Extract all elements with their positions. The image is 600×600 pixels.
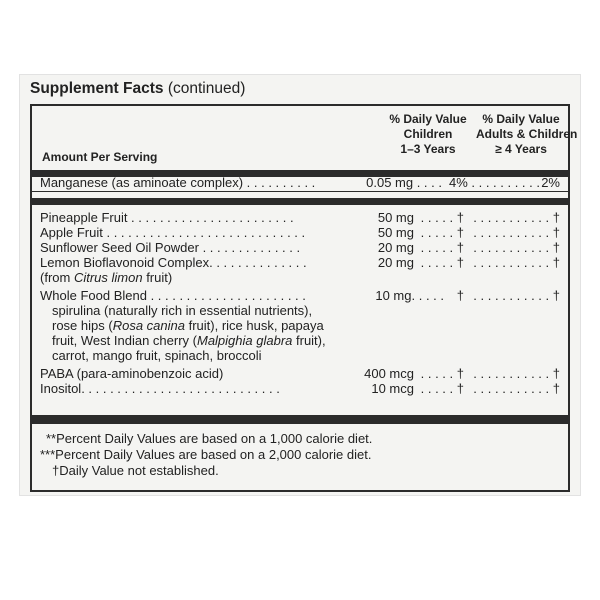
amount-per-serving-label: Amount Per Serving xyxy=(42,150,158,164)
title-text: Supplement Facts xyxy=(30,80,164,97)
section-divider xyxy=(32,198,568,205)
blend-line: rose hips (Rosa canina fruit), rice husk, papaya xyxy=(52,318,324,333)
supplement-facts-table: % Daily Value Children 1–3 Years % Daily Value Adults & Children ≥ 4 Years Amount Per Serving Manganese (as aminoate complex) . . . . . . . . . . 0.05 mg . . . . 4% . . . . . . . . . . 2% Pineapple Fruit . . . . . . . . . . . . . . . . . . . . . . . 50 mg . . . . . † . . . . . . . . . . . † Apple Fruit . . . . . . . . . . . . . . . . . . . . . . . . . . . . 50 mg . . . . . † . . . . . . . . . . . † Sunflower Seed Oil Powder . . . . . . . . . . . . . . 20 mg . . . . . † . . . . . . . . . . . † Lemon Bioflavonoid Complex. . . . . . . . . . . . . . 20 mg . . . . . † . . . . . . . . . . . † (from Citrus limon fruit) Whole Food Blend . . . . . . . . . . . . . . . . . . . . . . 10 mg. . . . . † . . . . . . . . . . . † spirulina (naturally rich in essential nutrients), rose hips (Rosa canina fruit), rice husk, papaya fruit, West Indian cherry (Malpighia glabra fruit), carrot, mango fruit, spinach, broccoli PABA (para-aminobenzoic acid) 400 mcg . . . . . † . . . . . . . . . . . † Inositol. . . . . . . . . . . . . . . . . . . . . . . . . . . . 10 mcg . . . . . † . . . . . . . . . . . † **Percent Daily Values are based on a 1,000 calorie diet. ***Percent Daily Values are based on a 2,000 calorie diet. †Daily Value not established. xyxy=(30,104,570,492)
blend-line: fruit, West Indian cherry (Malpighia glabra fruit), xyxy=(52,333,326,348)
row-divider xyxy=(32,191,568,192)
ingredient-amount: 0.05 mg . . . . xyxy=(366,175,442,190)
supplement-facts-title xyxy=(30,80,245,98)
footer-divider xyxy=(32,415,568,424)
blend-line: carrot, mango fruit, spinach, broccoli xyxy=(52,348,262,363)
footnote: ***Percent Daily Values are based on a 2,000 calorie diet. xyxy=(40,447,372,462)
dv-children: 4% . . . . . . . . . . xyxy=(448,175,540,190)
dv-adults: 2% xyxy=(541,175,560,190)
title-suffix: (continued) xyxy=(167,80,246,97)
footnote: **Percent Daily Values are based on a 1,000 calorie diet. xyxy=(46,431,373,446)
lemon-source-note: (from Citrus limon fruit) xyxy=(40,270,173,285)
dv-adults-header: % Daily Value Adults & Children ≥ 4 Years xyxy=(476,112,578,156)
footnote: †Daily Value not established. xyxy=(52,463,219,478)
blend-line: spirulina (naturally rich in essential nutrients), xyxy=(52,303,313,318)
ingredient-name: Manganese (as aminoate complex) . . . . . . . . . . xyxy=(40,175,316,190)
dv-children-header: % Daily Value Children 1–3 Years xyxy=(389,112,467,156)
